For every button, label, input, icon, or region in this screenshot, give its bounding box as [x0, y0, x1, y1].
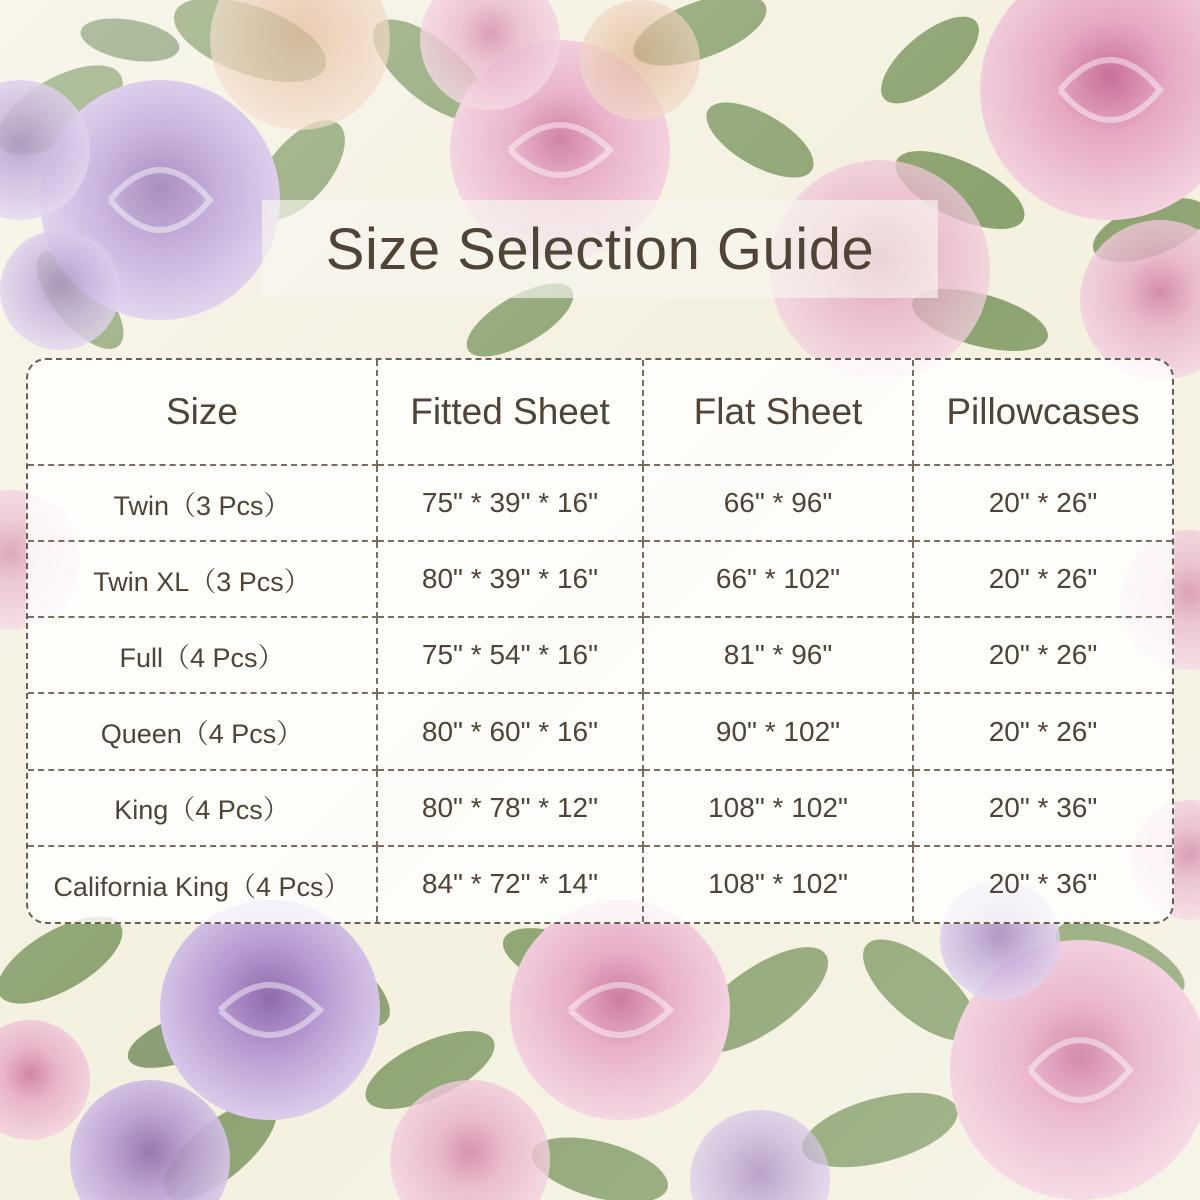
size-cell: Queen（4 Pcs） [28, 693, 377, 769]
flat-sheet-cell: 66" * 102" [643, 541, 913, 617]
size-cell: Twin XL（3 Pcs） [28, 541, 377, 617]
table-row [28, 846, 1172, 922]
pillowcase-cell: 20" * 36" [913, 770, 1172, 846]
fitted-sheet-cell: 75" * 39" * 16" [377, 465, 643, 541]
table-row [28, 541, 1172, 617]
fitted-sheet-cell: 80" * 78" * 12" [377, 770, 643, 846]
title-banner [262, 200, 938, 298]
header-size: Size [28, 360, 377, 465]
size-cell: Full（4 Pcs） [28, 617, 377, 693]
pillowcase-cell: 20" * 26" [913, 465, 1172, 541]
pillowcase-cell: 20" * 26" [913, 541, 1172, 617]
size-cell: King（4 Pcs） [28, 770, 377, 846]
fitted-sheet-cell: 84" * 72" * 14" [377, 846, 643, 922]
size-table-card [26, 358, 1174, 924]
size-cell: Twin（3 Pcs） [28, 465, 377, 541]
fitted-sheet-cell: 80" * 60" * 16" [377, 693, 643, 769]
table-header-row [28, 360, 1172, 465]
page-title: Size Selection Guide [325, 216, 875, 282]
size-table [28, 360, 1172, 922]
pillowcase-cell: 20" * 36" [913, 846, 1172, 922]
header-fitted-sheet: Fitted Sheet [377, 360, 643, 465]
header-pillowcases: Pillowcases [913, 360, 1172, 465]
flat-sheet-cell: 81" * 96" [643, 617, 913, 693]
flat-sheet-cell: 90" * 102" [643, 693, 913, 769]
size-cell: California King（4 Pcs） [28, 846, 377, 922]
fitted-sheet-cell: 80" * 39" * 16" [377, 541, 643, 617]
header-flat-sheet: Flat Sheet [643, 360, 913, 465]
pillowcase-cell: 20" * 26" [913, 693, 1172, 769]
flat-sheet-cell: 66" * 96" [643, 465, 913, 541]
table-row [28, 617, 1172, 693]
flat-sheet-cell: 108" * 102" [643, 846, 913, 922]
flat-sheet-cell: 108" * 102" [643, 770, 913, 846]
table-row [28, 693, 1172, 769]
table-row [28, 770, 1172, 846]
fitted-sheet-cell: 75" * 54" * 16" [377, 617, 643, 693]
pillowcase-cell: 20" * 26" [913, 617, 1172, 693]
table-row [28, 465, 1172, 541]
